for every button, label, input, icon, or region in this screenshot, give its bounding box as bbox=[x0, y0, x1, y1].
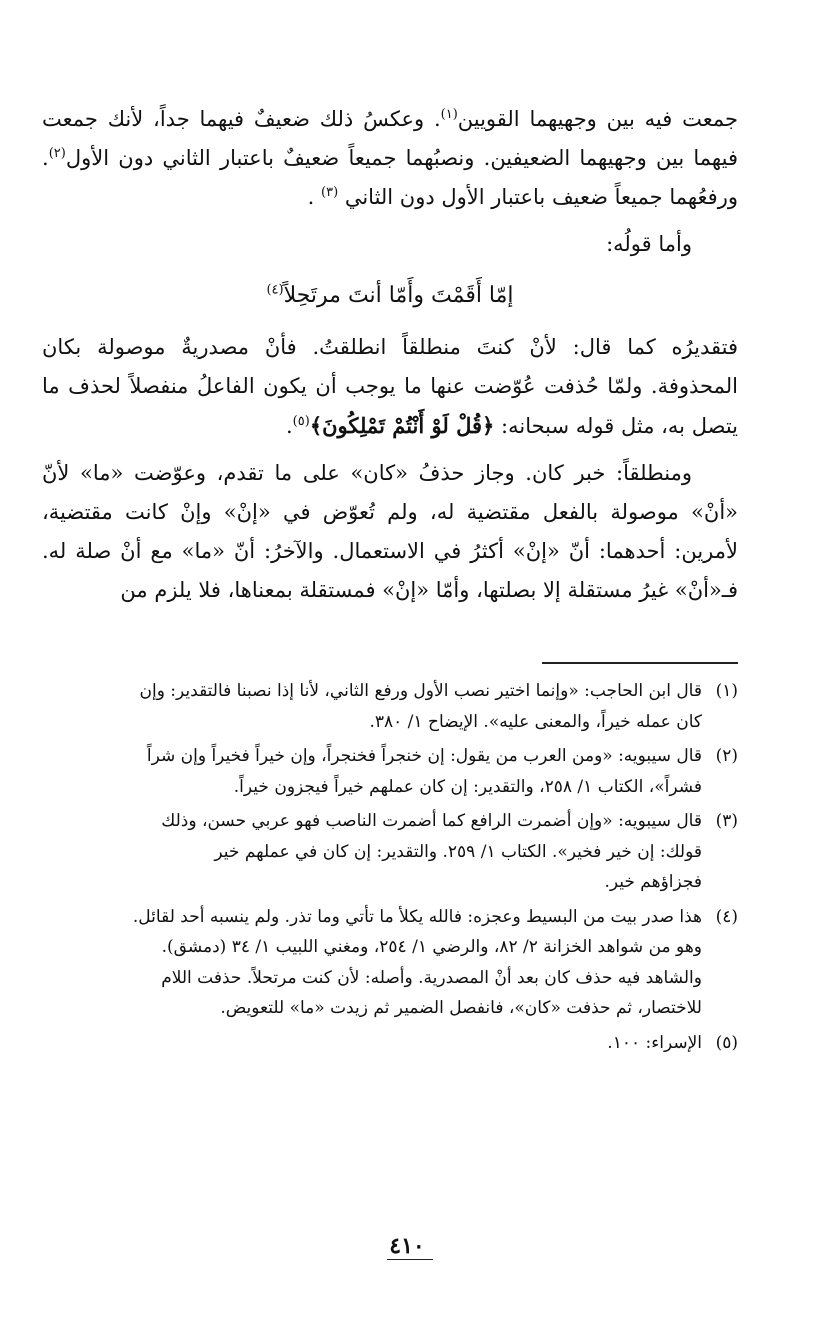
footnote-body bbox=[42, 902, 702, 1024]
footnote-body bbox=[42, 741, 702, 802]
main-text bbox=[42, 100, 738, 610]
text-span: فتقديرُه كما قال: لأنْ كنتَ منطلقاً انطلقتُ. فأنْ مصدريةٌ موصولة بكان المحذوفة. ولمّا حُذفت عُوّضت عنها ما يوجب أن يكون الفاعلُ منفصلاً لحذف ما يتصل به، مثل قوله سبحانه: bbox=[42, 335, 738, 438]
footnote-ref-3[interactable]: (٣) bbox=[321, 185, 339, 200]
paragraph-4: ومنطلقاً: خبر كان. وجاز حذفُ «كان» على ما تقدم، وعوّضت «ما» لأنّ «أنْ» موصولة بالفعل مقتضية له، ولم تُعوّض في «إنْ» وإنْ كانت مقتضية، لأمرين: أحدهما: أنّ «إنْ» أكثرُ في الاستعمال. والآخرُ: أنّ «ما» مع أنْ صلة له. فـ«أنْ» غيرُ مستقلة إلا بصلتها، وأمّا «إنْ» فمستقلة بمعناها، فلا يلزم من bbox=[42, 461, 738, 602]
footnote-number: (١) bbox=[715, 681, 738, 701]
footnote-separator bbox=[542, 662, 738, 664]
footnotes bbox=[42, 676, 738, 1058]
footnote-line: الإسراء: ١٠٠. bbox=[607, 1032, 702, 1053]
footnote-line: والشاهد فيه حذف كان بعد أنْ المصدرية. وأصله: لأن كنت مرتحلاً. حذفت اللام bbox=[161, 967, 702, 988]
text-span: . bbox=[285, 414, 293, 438]
footnote-body bbox=[42, 676, 702, 737]
text-span: جمعت فيه بين وجهيهما القويين bbox=[457, 107, 738, 131]
footnote-number: (٢) bbox=[715, 746, 738, 766]
footnote-body bbox=[42, 806, 702, 898]
footnote-line: للاختصار، ثم حذفت «كان»، فانفصل الضمير ثم زيدت «ما» للتعويض. bbox=[220, 998, 702, 1018]
footnote-number: (٣) bbox=[715, 811, 738, 831]
page-content bbox=[42, 100, 738, 1062]
footnote-line: قال سيبويه: «وإن أضمرت الرافع كما أضمرت الناصب فهو عربي حسن، وذلك bbox=[161, 811, 702, 831]
paragraph-3 bbox=[42, 328, 738, 446]
footnote-number: (٤) bbox=[715, 906, 738, 927]
paragraph-2: وأما قولُه: bbox=[606, 232, 692, 256]
footnote-ref-2[interactable]: (٢) bbox=[48, 146, 66, 161]
text-span: . ورفعُهما جميعاً ضعيف باعتبار الأول دون الثاني bbox=[42, 146, 738, 209]
footnote-line: قال سيبويه: «ومن العرب من يقول: إن خنجراً فخنجراً، وإن خيراً فخيراً وإن شراً bbox=[146, 746, 702, 766]
text-span: . وعكسُ ذلك ضعيفٌ فيهما جداً، لأنك جمعت فيهما بين وجهيهما الضعيفين. ونصبُهما جميعاً ضعيفٌ باعتبار الثاني دون الأول bbox=[42, 107, 738, 170]
footnote-line: فشراً»، الكتاب ١/ ٢٥٨، والتقدير: إن كان عملهم خيراً فيجزون خيراً. bbox=[233, 776, 702, 797]
verse-line bbox=[42, 274, 738, 318]
footnote-line: وهو من شواهد الخزانة ٢/ ٨٢، والرضي ١/ ٢٥٤، ومغني اللبيب ١/ ٣٤ (دمشق). bbox=[161, 937, 702, 957]
page-number bbox=[0, 1233, 820, 1259]
footnote-number: (٥) bbox=[715, 1032, 738, 1053]
paragraph-1 bbox=[42, 100, 738, 217]
footnote-1 bbox=[42, 676, 738, 737]
footnote-line: كان عمله خيراً، والمعنى عليه». الإيضاح ١/ ٣٨٠. bbox=[369, 711, 702, 732]
footnote-2 bbox=[42, 741, 738, 802]
footnote-ref-5[interactable]: (٥) bbox=[292, 414, 310, 429]
footnote-3 bbox=[42, 806, 738, 898]
verse-text: إمّا أَقَمْتَ وأَمّا أنتَ مرتَحِلاً bbox=[283, 283, 514, 308]
page-number-text: ٤١٠ bbox=[387, 1233, 432, 1260]
footnote-body bbox=[42, 1028, 702, 1059]
footnote-5 bbox=[42, 1028, 738, 1059]
text-span: . bbox=[307, 185, 321, 209]
quran-quote: ﴿قُلْ لَوْ أَنْتُمْ تَمْلِكُونَ﴾ bbox=[309, 413, 495, 438]
footnote-line: قال ابن الحاجب: «وإنما اختير نصب الأول ورفع الثاني، لأنا إذا نصبنا فالتقدير: وإن bbox=[139, 681, 702, 701]
footnote-line: قولك: إن خير فخير». الكتاب ١/ ٢٥٩. والتقدير: إن كان في عملهم خير bbox=[214, 841, 702, 862]
footnote-line: فجزاؤهم خير. bbox=[604, 872, 702, 892]
footnote-ref-4[interactable]: (٤) bbox=[266, 282, 284, 298]
footnote-line: هذا صدر بيت من البسيط وعجزه: فالله يكلأ ما تأتي وما تذر. ولم ينسبه أحد لقائل. bbox=[132, 906, 702, 927]
footnote-4 bbox=[42, 902, 738, 1024]
footnote-ref-1[interactable]: (١) bbox=[440, 107, 458, 122]
